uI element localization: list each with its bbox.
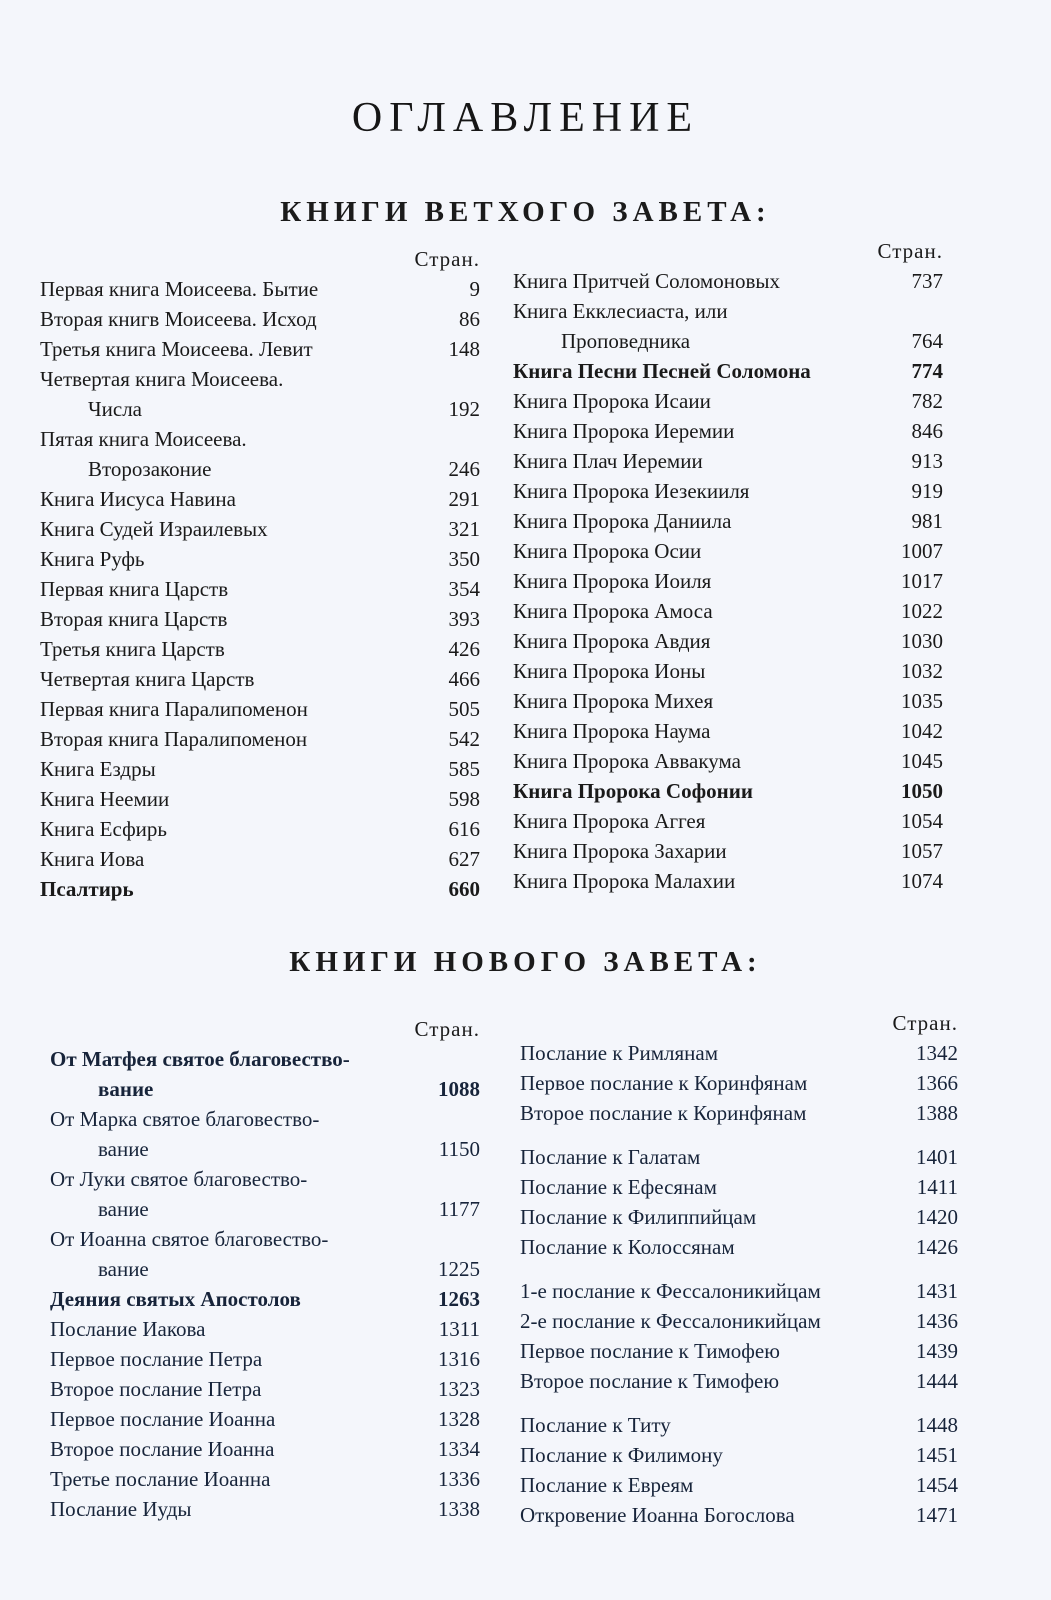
toc-entry-page: [430, 1224, 480, 1254]
toc-entry: [520, 1440, 958, 1470]
toc-entry-title: Послание к Ефесянам: [520, 1175, 717, 1199]
toc-entry: [40, 724, 480, 754]
toc-entry: [40, 874, 480, 904]
toc-entry-page: 764: [911, 329, 943, 353]
toc-entry-title: Послание к Колоссянам: [520, 1235, 735, 1259]
toc-entry-page: [430, 1104, 480, 1134]
toc-entry-page: 9: [469, 277, 480, 301]
toc-entry-title: Книга Неемии: [40, 787, 170, 811]
toc-entry-title: Послание к Филимону: [520, 1443, 723, 1467]
toc-entry: [50, 1164, 480, 1194]
toc-entry: [520, 1098, 958, 1128]
toc-entry: [520, 1306, 958, 1336]
toc-entry: [40, 424, 480, 454]
toc-entry-title: Второе послание к Коринфянам: [520, 1101, 807, 1125]
toc-entry-title: Книга Пророка Авдия: [513, 629, 711, 653]
toc-entry: [50, 1404, 480, 1434]
toc-entry: [50, 1194, 480, 1224]
toc-entry-page: 1030: [901, 629, 943, 653]
toc-entry: [40, 544, 480, 574]
toc-entry: [50, 1374, 480, 1404]
new-testament-heading: КНИГИ НОВОГО ЗАВЕТА:: [289, 946, 762, 978]
toc-entry: [520, 1276, 958, 1306]
toc-entry: [40, 664, 480, 694]
toc-entry-page: 846: [911, 419, 943, 443]
toc-entry: [50, 1344, 480, 1374]
toc-entry-title: Деяния святых Апостолов: [50, 1287, 301, 1311]
toc-entry-page: 1088: [438, 1077, 480, 1101]
toc-entry: [513, 866, 943, 896]
toc-entry: [50, 1224, 480, 1254]
toc-entry-page: 598: [448, 787, 480, 811]
toc-entry-page: 774: [911, 359, 943, 383]
toc-entry: [513, 416, 943, 446]
toc-entry-title: Первое послание к Коринфянам: [520, 1071, 808, 1095]
toc-entry: [513, 356, 943, 386]
toc-entry: [513, 266, 943, 296]
toc-entry: [520, 1232, 958, 1262]
toc-entry-page: 616: [448, 817, 480, 841]
toc-entry: [513, 536, 943, 566]
toc-entry-title: Псалтирь: [40, 877, 134, 901]
toc-entry-page: 981: [911, 509, 943, 533]
toc-entry-page: 354: [448, 577, 480, 601]
toc-entry-page: 505: [448, 697, 480, 721]
toc-entry-title: Книга Екклесиаста, или: [513, 299, 728, 323]
toc-entry-title: Книга Пророка Иезекииля: [513, 479, 750, 503]
toc-entry-title: Третья книга Моисеева. Левит: [40, 337, 313, 361]
toc-entry: [513, 596, 943, 626]
toc-entry-title: Проповедника: [561, 329, 691, 353]
toc-entry-page: 1150: [438, 1137, 480, 1161]
toc-entry-title: Послание Иакова: [50, 1317, 206, 1341]
toc-entry-page: 1439: [916, 1339, 958, 1363]
toc-entry-page: 1411: [916, 1175, 958, 1199]
toc-entry-title: Книга Пророка Захарии: [513, 839, 727, 863]
toc-entry: [40, 454, 480, 484]
toc-entry: [50, 1314, 480, 1344]
toc-entry-title: От Иоанна святое благовество-: [50, 1227, 329, 1251]
toc-entry-page: [430, 1044, 480, 1074]
toc-entry: [513, 476, 943, 506]
toc-entry-title: Книга Пророка Иеремии: [513, 419, 735, 443]
toc-entry-title: Числа: [88, 397, 143, 421]
page-column-label: Стран.: [414, 247, 480, 271]
toc-entry: [50, 1104, 480, 1134]
toc-entry: [520, 1366, 958, 1396]
toc-entry-page: [893, 296, 943, 326]
toc-entry-title: Книга Есфирь: [40, 817, 167, 841]
toc-entry-page: 1032: [901, 659, 943, 683]
toc-entry-page: 1431: [916, 1279, 958, 1303]
toc-entry-title: Первая книга Царств: [40, 577, 229, 601]
toc-entry-page: 466: [448, 667, 480, 691]
toc-entry-title: Второзаконие: [88, 457, 212, 481]
toc-entry: [40, 574, 480, 604]
toc-entry-title: Книга Руфь: [40, 547, 145, 571]
toc-entry: [40, 364, 480, 394]
page-column-label: Стран.: [892, 1011, 958, 1035]
toc-entry-page: 1471: [916, 1503, 958, 1527]
toc-entry-title: Послание к Римлянам: [520, 1041, 719, 1065]
toc-entry-page: 1311: [438, 1317, 480, 1341]
toc-entry-page: 585: [448, 757, 480, 781]
toc-entry-title: Первое послание Иоанна: [50, 1407, 276, 1431]
toc-entry-title: Книга Плач Иеремии: [513, 449, 703, 473]
toc-entry-title: Третья книга Царств: [40, 637, 225, 661]
toc-entry: [40, 694, 480, 724]
toc-entry-page: 1366: [916, 1071, 958, 1095]
toc-entry-title: Первое послание Петра: [50, 1347, 263, 1371]
toc-entry-page: 321: [448, 517, 480, 541]
toc-entry-page: 426: [448, 637, 480, 661]
toc-entry-title: Книга Ездры: [40, 757, 156, 781]
toc-entry-title: Четвертая книга Моисеева.: [40, 367, 284, 391]
toc-entry-title: Книга Иисуса Навина: [40, 487, 236, 511]
toc-entry-page: 192: [448, 397, 480, 421]
toc-entry-page: 1401: [916, 1145, 958, 1169]
toc-entry-title: Первая книга Моисеева. Бытие: [40, 277, 319, 301]
toc-entry-page: 1042: [901, 719, 943, 743]
toc-entry-title: 2-е послание к Фессалоникийцам: [520, 1309, 821, 1333]
toc-entry-title: Книга Пророка Иоиля: [513, 569, 712, 593]
toc-entry-title: От Марка святое благовество-: [50, 1107, 320, 1131]
toc-entry: [520, 1202, 958, 1232]
toc-entry-page: 86: [459, 307, 480, 331]
page-title: ОГЛАВЛЕНИЕ: [351, 95, 700, 141]
toc-entry-page: 393: [448, 607, 480, 631]
toc-entry-title: Послание к Титу: [520, 1413, 671, 1437]
toc-entry-title: вание: [98, 1077, 154, 1101]
toc-entry-page: 737: [911, 269, 943, 293]
toc-entry-title: Второе послание Петра: [50, 1377, 262, 1401]
toc-entry-page: 291: [448, 487, 480, 511]
toc-entry-page: 1436: [916, 1309, 958, 1333]
group-spacer: [520, 1128, 958, 1142]
toc-entry-page: 1017: [901, 569, 943, 593]
toc-entry-title: От Матфея святое благовество-: [50, 1047, 350, 1071]
toc-entry: [513, 386, 943, 416]
toc-entry-page: 1074: [901, 869, 943, 893]
toc-entry: [40, 784, 480, 814]
toc-entry: [513, 686, 943, 716]
toc-entry: [40, 484, 480, 514]
toc-entry: [513, 566, 943, 596]
toc-entry: [50, 1254, 480, 1284]
group-spacer: [520, 1396, 958, 1410]
toc-entry: [40, 754, 480, 784]
toc-entry: [520, 1500, 958, 1530]
toc-entry-page: 1263: [438, 1287, 480, 1311]
toc-entry: [50, 1464, 480, 1494]
toc-entry-page: 1035: [901, 689, 943, 713]
toc-entry-page: 1338: [438, 1497, 480, 1521]
toc-entry: [513, 776, 943, 806]
toc-entry-title: Вторая книгв Моисеева. Исход: [40, 307, 317, 331]
toc-entry-title: Книга Пророка Софонии: [513, 779, 753, 803]
toc-entry-title: Второе послание к Тимофею: [520, 1369, 780, 1393]
toc-entry-page: [430, 424, 480, 454]
toc-entry-title: Книга Пророка Осии: [513, 539, 702, 563]
toc-entry: [40, 394, 480, 424]
toc-entry: [520, 1142, 958, 1172]
toc-entry: [513, 716, 943, 746]
toc-entry-title: Книга Пророка Исаии: [513, 389, 711, 413]
toc-entry-page: 1420: [916, 1205, 958, 1229]
toc-entry-title: Откровение Иоанна Богослова: [520, 1503, 795, 1527]
toc-entry: [50, 1284, 480, 1314]
toc-entry-title: Послание к Галатам: [520, 1145, 701, 1169]
toc-entry-page: 782: [911, 389, 943, 413]
toc-entry: [513, 326, 943, 356]
toc-entry-page: 350: [448, 547, 480, 571]
toc-entry-page: 1323: [438, 1377, 480, 1401]
toc-entry-title: Книга Судей Израилевых: [40, 517, 268, 541]
toc-entry-page: 1444: [916, 1369, 958, 1393]
toc-entry-title: Послание Иуды: [50, 1497, 192, 1521]
toc-entry-title: вание: [98, 1197, 149, 1221]
toc-entry: [520, 1336, 958, 1366]
toc-entry: [50, 1044, 480, 1074]
toc-entry: [40, 604, 480, 634]
toc-entry-page: 542: [448, 727, 480, 751]
toc-entry-page: 1050: [901, 779, 943, 803]
toc-entry-title: вание: [98, 1137, 149, 1161]
toc-entry: [50, 1074, 480, 1104]
toc-entry-page: 1057: [901, 839, 943, 863]
toc-entry-title: Вторая книга Паралипоменон: [40, 727, 308, 751]
toc-entry-title: Второе послание Иоанна: [50, 1437, 275, 1461]
toc-entry-title: Книга Пророка Малахии: [513, 869, 736, 893]
toc-entry-title: Книга Притчей Соломоновых: [513, 269, 780, 293]
toc-entry-title: Книга Иова: [40, 847, 145, 871]
toc-entry: [520, 1172, 958, 1202]
toc-entry: [40, 634, 480, 664]
toc-entry: [50, 1494, 480, 1524]
old-testament-heading: КНИГИ ВЕТХОГО ЗАВЕТА:: [280, 196, 771, 228]
toc-entry-title: Послание к Евреям: [520, 1473, 694, 1497]
toc-entry-page: 627: [448, 847, 480, 871]
toc-entry-page: 1045: [901, 749, 943, 773]
toc-entry-title: Первое послание к Тимофею: [520, 1339, 780, 1363]
toc-entry-title: Книга Пророка Ионы: [513, 659, 706, 683]
toc-entry-page: 660: [448, 877, 480, 901]
toc-entry-page: [430, 364, 480, 394]
toc-entry-page: 1336: [438, 1467, 480, 1491]
old-testament-right-column: [513, 236, 943, 896]
toc-entry-title: Третье послание Иоанна: [50, 1467, 271, 1491]
toc-entry: [40, 274, 480, 304]
toc-entry-title: Послание к Филиппийцам: [520, 1205, 757, 1229]
toc-entry: [520, 1410, 958, 1440]
toc-entry: [513, 446, 943, 476]
toc-entry: [50, 1434, 480, 1464]
toc-entry-page: 246: [448, 457, 480, 481]
toc-entry-title: Книга Пророка Аггея: [513, 809, 706, 833]
toc-entry-title: Книга Пророка Даниила: [513, 509, 732, 533]
page-column-label: Стран.: [414, 1017, 480, 1041]
page-column-label: Стран.: [877, 239, 943, 263]
new-testament-right-column: [520, 1008, 958, 1530]
toc-entry: [520, 1068, 958, 1098]
toc-entry-page: 1054: [901, 809, 943, 833]
toc-entry: [40, 304, 480, 334]
toc-entry-page: [430, 1164, 480, 1194]
toc-entry-title: Пятая книга Моисеева.: [40, 427, 247, 451]
toc-entry-title: 1-е послание к Фессалоникийцам: [520, 1279, 821, 1303]
toc-entry-title: Вторая книга Царств: [40, 607, 228, 631]
toc-entry: [40, 334, 480, 364]
toc-entry-page: 1342: [916, 1041, 958, 1065]
new-testament-left-column: [50, 1014, 480, 1524]
toc-entry-page: 913: [911, 449, 943, 473]
toc-entry-page: 919: [911, 479, 943, 503]
toc-entry-page: 1177: [438, 1197, 480, 1221]
toc-entry-page: 1451: [916, 1443, 958, 1467]
old-testament-left-column: [40, 244, 480, 904]
toc-entry-title: Книга Пророка Аввакума: [513, 749, 741, 773]
toc-entry-page: 1225: [438, 1257, 480, 1281]
toc-entry-title: От Луки святое благовество-: [50, 1167, 308, 1191]
toc-entry-page: 1426: [916, 1235, 958, 1259]
toc-entry: [513, 626, 943, 656]
toc-entry-page: 1022: [901, 599, 943, 623]
toc-entry: [50, 1134, 480, 1164]
toc-entry-title: Книга Пророка Амоса: [513, 599, 713, 623]
toc-entry: [513, 746, 943, 776]
toc-entry-page: 1328: [438, 1407, 480, 1431]
toc-entry-page: 1007: [901, 539, 943, 563]
toc-entry-title: Книга Пророка Наума: [513, 719, 711, 743]
toc-entry-page: 1448: [916, 1413, 958, 1437]
toc-entry: [513, 836, 943, 866]
toc-entry-title: Четвертая книга Царств: [40, 667, 255, 691]
group-spacer: [520, 1262, 958, 1276]
toc-entry-page: 1388: [916, 1101, 958, 1125]
toc-entry-page: 1454: [916, 1473, 958, 1497]
toc-entry: [40, 814, 480, 844]
toc-entry-title: Первая книга Паралипоменон: [40, 697, 308, 721]
toc-entry: [513, 506, 943, 536]
toc-entry: [513, 656, 943, 686]
toc-entry: [40, 514, 480, 544]
toc-entry: [520, 1470, 958, 1500]
toc-entry-page: 148: [448, 337, 480, 361]
toc-entry-title: вание: [98, 1257, 149, 1281]
toc-entry-title: Книга Пророка Михея: [513, 689, 714, 713]
toc-entry-title: Книга Песни Песней Соломона: [513, 359, 811, 383]
toc-entry: [40, 844, 480, 874]
toc-entry-page: 1334: [438, 1437, 480, 1461]
toc-entry-page: 1316: [438, 1347, 480, 1371]
toc-entry: [513, 296, 943, 326]
toc-entry: [513, 806, 943, 836]
toc-entry: [520, 1038, 958, 1068]
